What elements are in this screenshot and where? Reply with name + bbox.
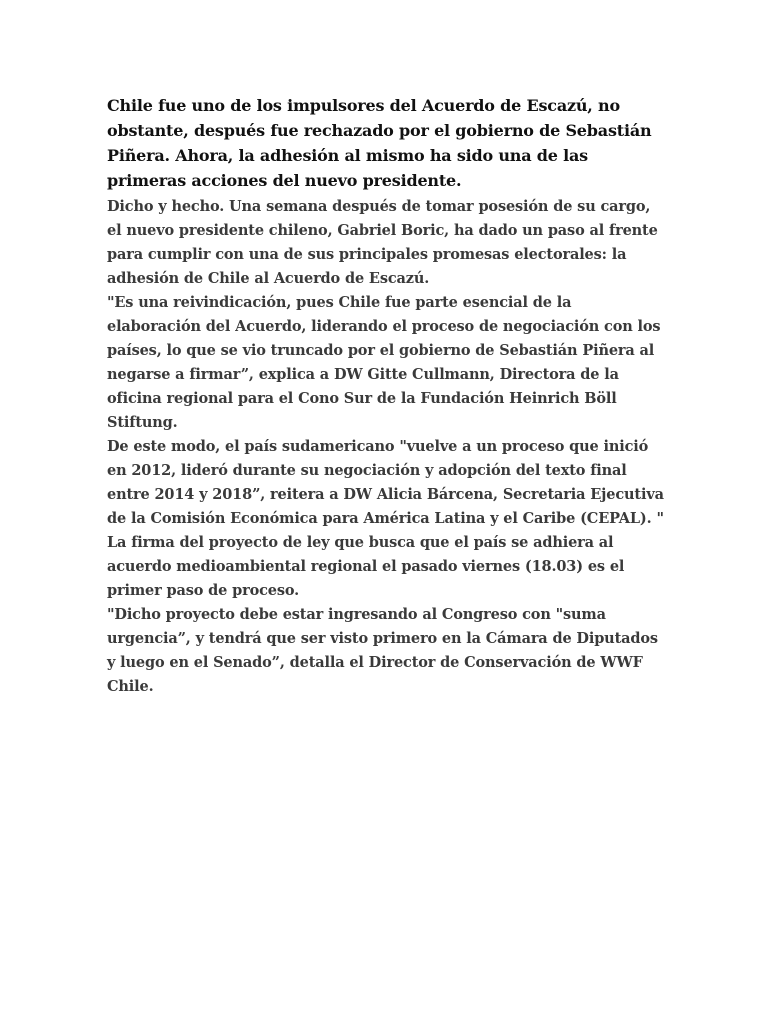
article-paragraph: "Dicho proyecto debe estar ingresando al Congreso con "suma urgencia”, y tendrá que ser visto primero en la Cámara de Diputados y luego en el Senado”, detalla el Director de Conservación de WWF Chile.	[107, 606, 658, 695]
article-paragraph: Dicho y hecho. Una semana después de tomar posesión de su cargo, el nuevo presidente chileno, Gabriel Boric, ha dado un paso al frente para cumplir con una de sus principales promesas electorales: la adhesión de Chile al Acuerdo de Escazú.	[107, 198, 658, 287]
article-paragraph: "Es una reivindicación, pues Chile fue parte esencial de la elaboración del Acuerdo, liderando el proceso de negociación con los países, lo que se vio truncado por el gobierno de Sebastián Piñera al negarse a firmar”, explica a DW Gitte Cullmann, Directora de la oficina regional para el Cono Sur de la Fundación Heinrich Böll Stiftung.	[107, 294, 661, 431]
article-paragraph: De este modo, el país sudamericano "vuelve a un proceso que inició en 2012, lideró durante su negociación y adopción del texto final entre 2014 y 2018”, reitera a DW Alicia Bárcena, Secretaria Ejecutiva de la Comisión Económica para América Latina y el Caribe (CEPAL). "	[107, 438, 664, 527]
article-paragraph: La firma del proyecto de ley que busca que el país se adhiera al acuerdo medioambiental regional el pasado viernes (18.03) es el primer paso de proceso.	[107, 534, 625, 599]
article-body	[107, 93, 667, 699]
article-lead: Chile fue uno de los impulsores del Acuerdo de Escazú, no obstante, después fue rechazado por el gobierno de Sebastián Piñera. Ahora, la adhesión al mismo ha sido una de las primeras acciones del nuevo presidente.	[107, 96, 652, 190]
